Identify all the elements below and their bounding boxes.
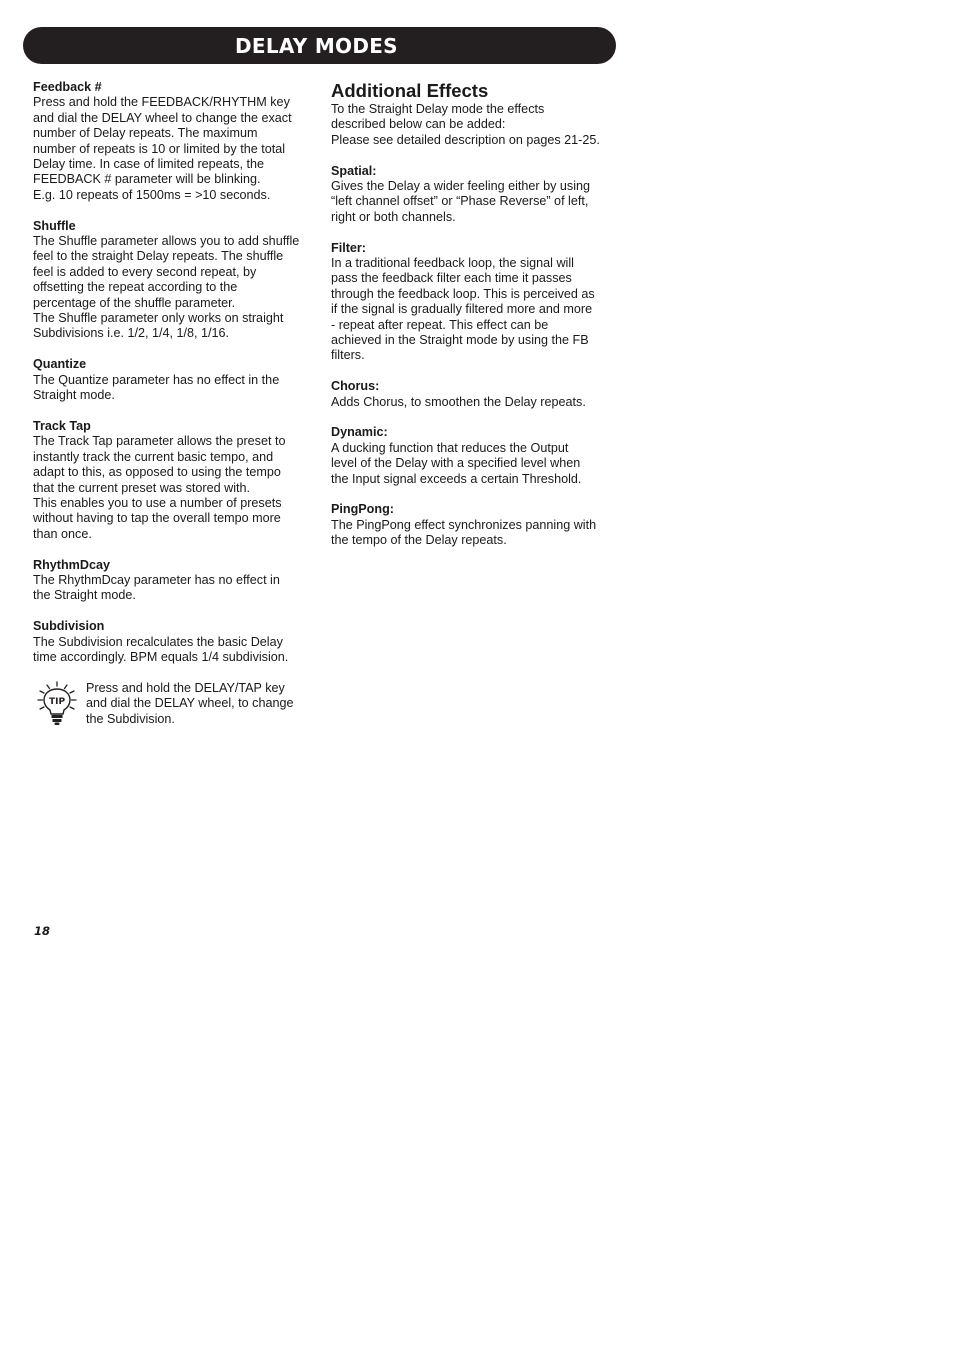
section-title: Spatial: (331, 163, 377, 178)
section-subdivision (33, 619, 315, 665)
page-title: DELAY MODES (235, 34, 398, 58)
text-line: Adds Chorus, to smoothen the Delay repeats. (331, 394, 586, 409)
text-line: without having to tap the overall tempo more (33, 511, 281, 526)
text-line: right or both channels. (331, 209, 456, 224)
section-quantize (33, 357, 315, 403)
section-title: Filter: (331, 240, 366, 255)
section-body (331, 518, 616, 549)
text-line: if the signal is gradually filtered more and more (331, 302, 593, 317)
text-line: To the Straight Delay mode the effects (331, 102, 545, 116)
text-line: The Shuffle parameter only works on straight (33, 311, 284, 326)
text-line: The Subdivision recalculates the basic Delay (33, 634, 283, 649)
tip-text (86, 681, 316, 727)
text-line: Delay time. In case of limited repeats, the (33, 157, 264, 172)
text-line: The Track Tap parameter allows the preset to (33, 434, 286, 449)
section-title: Dynamic: (331, 425, 388, 440)
tip-icon-label: TIP (48, 696, 66, 707)
text-line: and dial the DELAY wheel, to change (86, 696, 294, 711)
section-body (33, 95, 315, 203)
text-line: A ducking function that reduces the Output (331, 440, 569, 455)
text-line: Please see detailed description on pages 21-25. (331, 132, 600, 147)
section-shuffle (33, 219, 315, 342)
section-body (331, 395, 616, 410)
section-body (33, 635, 315, 666)
section-feedback (33, 80, 315, 203)
text-line: instantly track the current basic tempo, and (33, 449, 274, 464)
text-line: level of the Delay with a specified level when (331, 456, 581, 471)
page-number: 18 (34, 924, 51, 938)
section-body (33, 373, 315, 404)
section-rhythmdcay (33, 558, 315, 604)
left-column (33, 80, 315, 731)
lightbulb-tip-icon (35, 681, 79, 727)
text-line: The Shuffle parameter allows you to add shuffle (33, 234, 300, 249)
text-line: adapt to this, as opposed to using the tempo (33, 465, 281, 480)
text-line: the Input signal exceeds a certain Threshold. (331, 471, 582, 486)
text-line: This enables you to use a number of presets (33, 495, 282, 510)
text-line: In a traditional feedback loop, the signal will (331, 256, 574, 271)
section-title: RhythmDcay (33, 557, 110, 572)
section-title: Quantize (33, 357, 87, 372)
text-line: the tempo of the Delay repeats. (331, 533, 507, 548)
text-line: and dial the DELAY wheel to change the exact (33, 110, 292, 125)
section-spatial (331, 164, 616, 226)
tip-box (33, 681, 315, 731)
text-line: the Straight mode. (33, 588, 136, 603)
section-body (33, 573, 315, 604)
section-title: Subdivision (33, 619, 105, 634)
text-line: pass the feedback filter each time it passes (331, 271, 572, 286)
text-line: number of repeats is 10 or limited by the total (33, 141, 286, 156)
text-line: Press and hold the FEEDBACK/RHYTHM key (33, 95, 290, 110)
section-chorus (331, 379, 616, 410)
section-body (331, 179, 616, 225)
text-line: percentage of the shuffle parameter. (33, 295, 236, 310)
text-line: feel to the straight Delay repeats. The shuffle (33, 249, 284, 264)
text-line: the Subdivision. (86, 711, 175, 726)
text-line: through the feedback loop. This is perceived as (331, 286, 595, 301)
section-filter (331, 241, 616, 364)
text-line: E.g. 10 repeats of 1500ms = >10 seconds. (33, 187, 271, 202)
text-line: - repeat after repeat. This effect can be (331, 317, 549, 332)
text-line: The PingPong effect synchronizes panning with (331, 517, 597, 532)
text-line: The Quantize parameter has no effect in the (33, 372, 280, 387)
section-pingpong (331, 502, 616, 548)
section-body (33, 434, 315, 542)
text-line: offsetting the repeat according to the (33, 280, 238, 295)
text-line: Subdivisions i.e. 1/2, 1/4, 1/8, 1/16. (33, 326, 230, 341)
text-line: FEEDBACK # parameter will be blinking. (33, 172, 261, 187)
header-bar (23, 27, 616, 64)
right-column (331, 80, 616, 564)
text-line: Press and hold the DELAY/TAP key (86, 680, 285, 695)
section-title: Chorus: (331, 379, 380, 394)
section-title: Track Tap (33, 418, 91, 433)
section-body (331, 256, 616, 364)
section-body (33, 234, 315, 342)
text-line: Gives the Delay a wider feeling either by using (331, 179, 591, 194)
text-line: that the current preset was stored with. (33, 480, 250, 495)
section-title: PingPong: (331, 502, 394, 517)
text-line: feel is added to every second repeat, by (33, 264, 257, 279)
text-line: time accordingly. BPM equals 1/4 subdivision. (33, 649, 289, 664)
intro-paragraph (331, 102, 616, 148)
text-line: “left channel offset” or “Phase Reverse” of left, (331, 194, 589, 209)
text-line: The RhythmDcay parameter has no effect in (33, 572, 280, 587)
section-body (331, 441, 616, 487)
section-title: Feedback # (33, 80, 102, 94)
text-line: than once. (33, 526, 92, 541)
text-line: filters. (331, 348, 365, 363)
section-heading-additional-effects: Additional Effects (331, 80, 489, 101)
text-line: number of Delay repeats. The maximum (33, 126, 258, 141)
text-line: achieved in the Straight mode by using the FB (331, 333, 589, 348)
section-dynamic (331, 425, 616, 487)
section-track-tap (33, 419, 315, 542)
text-line: described below can be added: (331, 117, 506, 132)
section-title: Shuffle (33, 218, 76, 233)
text-line: Straight mode. (33, 388, 115, 403)
